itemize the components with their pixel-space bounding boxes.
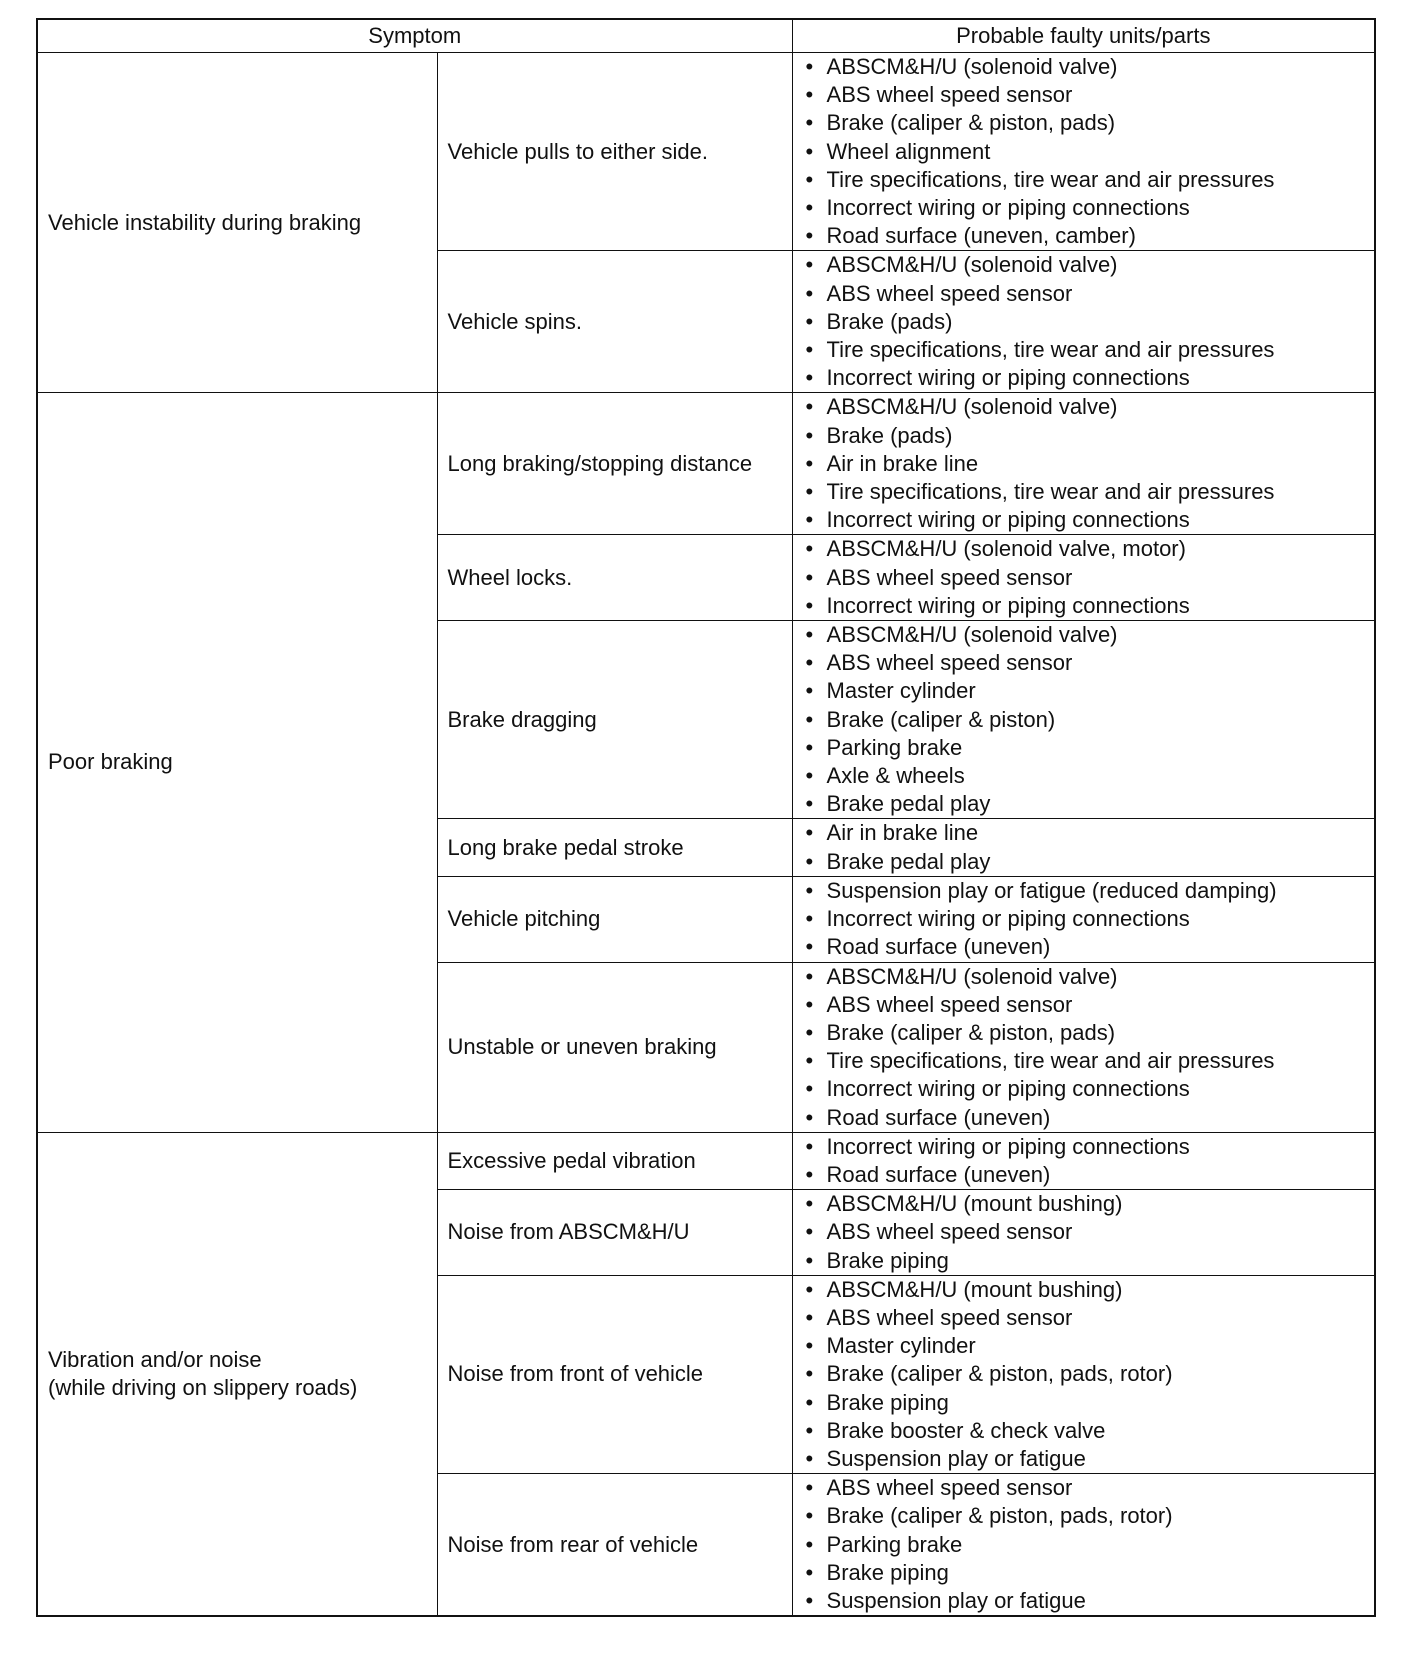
parts-list-item: • Air in brake line [803,819,1369,847]
parts-list-item: • Tire specifications, tire wear and air pressures [803,478,1369,506]
parts-list [803,1276,1369,1473]
symptom-cell: Vehicle pitching [437,876,792,962]
parts-list-item: • Incorrect wiring or piping connections [803,364,1369,392]
parts-list-item: • Parking brake [803,1531,1369,1559]
parts-list-item: • Wheel alignment [803,138,1369,166]
parts-list-item: • ABS wheel speed sensor [803,649,1369,677]
parts-list [803,877,1369,962]
parts-list-item: • Incorrect wiring or piping connections [803,592,1369,620]
symptom-group-label: Vibration and/or noise [48,1346,262,1372]
parts-list-item: • Brake (pads) [803,422,1369,450]
parts-list-item: • Road surface (uneven) [803,1161,1369,1189]
parts-cell [792,1474,1375,1617]
parts-list [803,53,1369,250]
parts-list-item: • ABSCM&H/U (solenoid valve) [803,621,1369,649]
parts-list-item: • ABSCM&H/U (solenoid valve) [803,53,1369,81]
parts-list-item: • Suspension play or fatigue [803,1587,1369,1615]
parts-list-item: • Brake (pads) [803,308,1369,336]
troubleshooting-table [36,18,1376,1617]
symptom-cell: Noise from rear of vehicle [437,1474,792,1617]
parts-header: Probable faulty units/parts [792,19,1375,53]
table-row [37,393,1375,535]
symptom-cell: Noise from front of vehicle [437,1275,792,1473]
parts-list-item: • Road surface (uneven) [803,933,1369,961]
parts-list-item: • Road surface (uneven, camber) [803,222,1369,250]
parts-list-item: • Brake booster & check valve [803,1417,1369,1445]
parts-list [803,1133,1369,1189]
parts-list-item: • ABSCM&H/U (solenoid valve) [803,251,1369,279]
parts-list [803,535,1369,620]
parts-list-item: • Road surface (uneven) [803,1104,1369,1132]
parts-list-item: • ABS wheel speed sensor [803,1304,1369,1332]
symptom-group-label: (while driving on slippery roads) [48,1374,358,1400]
table-row [37,53,1375,251]
parts-list-item: • Air in brake line [803,450,1369,478]
parts-list-item: • ABS wheel speed sensor [803,991,1369,1019]
parts-list-item: • Brake (caliper & piston) [803,706,1369,734]
parts-list-item: • Suspension play or fatigue (reduced damping) [803,877,1369,905]
parts-list-item: • Brake piping [803,1559,1369,1587]
parts-cell [792,1190,1375,1276]
parts-list-item: • ABS wheel speed sensor [803,1474,1369,1502]
parts-list [803,251,1369,392]
parts-list-item: • Incorrect wiring or piping connections [803,1133,1369,1161]
parts-list-item: • ABS wheel speed sensor [803,81,1369,109]
parts-list-item: • Tire specifications, tire wear and air pressures [803,1047,1369,1075]
parts-list-item: • ABS wheel speed sensor [803,280,1369,308]
parts-cell [792,251,1375,393]
parts-list-item: • Brake piping [803,1389,1369,1417]
parts-list [803,819,1369,875]
parts-list-item: • Incorrect wiring or piping connections [803,1075,1369,1103]
parts-list-item: • Brake (caliper & piston, pads, rotor) [803,1502,1369,1530]
parts-cell [792,1275,1375,1473]
header-row [37,19,1375,53]
symptom-group-label: Vehicle instability during braking [48,209,362,235]
parts-cell [792,535,1375,621]
symptom-cell: Long braking/stopping distance [437,393,792,535]
parts-cell [792,962,1375,1132]
parts-list-item: • ABSCM&H/U (solenoid valve) [803,963,1369,991]
parts-list-item: • ABSCM&H/U (solenoid valve, motor) [803,535,1369,563]
symptom-cell: Vehicle spins. [437,251,792,393]
parts-cell [792,393,1375,535]
symptom-group-cell [37,393,437,1132]
parts-list-item: • Axle & wheels [803,762,1369,790]
parts-list-item: • ABSCM&H/U (mount bushing) [803,1190,1369,1218]
symptom-cell: Long brake pedal stroke [437,819,792,876]
parts-list-item: • ABSCM&H/U (mount bushing) [803,1276,1369,1304]
parts-list-item: • Suspension play or fatigue [803,1445,1369,1473]
parts-cell [792,1132,1375,1189]
parts-list-item: • Parking brake [803,734,1369,762]
table-body [37,53,1375,1617]
symptom-cell: Brake dragging [437,621,792,819]
parts-list-item: • Brake (caliper & piston, pads, rotor) [803,1360,1369,1388]
parts-list-item: • ABSCM&H/U (solenoid valve) [803,393,1369,421]
parts-list [803,393,1369,534]
symptom-group-label: Poor braking [48,749,173,775]
parts-cell [792,621,1375,819]
table-row [37,1132,1375,1189]
symptom-cell: Excessive pedal vibration [437,1132,792,1189]
parts-list [803,963,1369,1132]
parts-cell [792,819,1375,876]
parts-list-item: • Incorrect wiring or piping connections [803,506,1369,534]
parts-list-item: • Brake (caliper & piston, pads) [803,1019,1369,1047]
parts-list [803,1190,1369,1275]
symptom-cell: Vehicle pulls to either side. [437,53,792,251]
parts-list-item: • Tire specifications, tire wear and air pressures [803,336,1369,364]
parts-list-item: • Incorrect wiring or piping connections [803,905,1369,933]
symptom-cell: Wheel locks. [437,535,792,621]
symptom-header: Symptom [37,19,792,53]
symptom-group-cell [37,53,437,393]
parts-list [803,1474,1369,1615]
parts-list-item: • Brake pedal play [803,848,1369,876]
parts-list-item: • Tire specifications, tire wear and air pressures [803,166,1369,194]
parts-list-item: • Incorrect wiring or piping connections [803,194,1369,222]
symptom-group-cell [37,1132,437,1616]
parts-list-item: • ABS wheel speed sensor [803,1218,1369,1246]
parts-list-item: • Master cylinder [803,677,1369,705]
parts-list-item: • Brake pedal play [803,790,1369,818]
parts-cell [792,876,1375,962]
symptom-cell: Noise from ABSCM&H/U [437,1190,792,1276]
symptom-cell: Unstable or uneven braking [437,962,792,1132]
parts-list-item: • ABS wheel speed sensor [803,564,1369,592]
parts-list-item: • Master cylinder [803,1332,1369,1360]
parts-cell [792,53,1375,251]
parts-list [803,621,1369,818]
parts-list-item: • Brake (caliper & piston, pads) [803,109,1369,137]
parts-list-item: • Brake piping [803,1247,1369,1275]
